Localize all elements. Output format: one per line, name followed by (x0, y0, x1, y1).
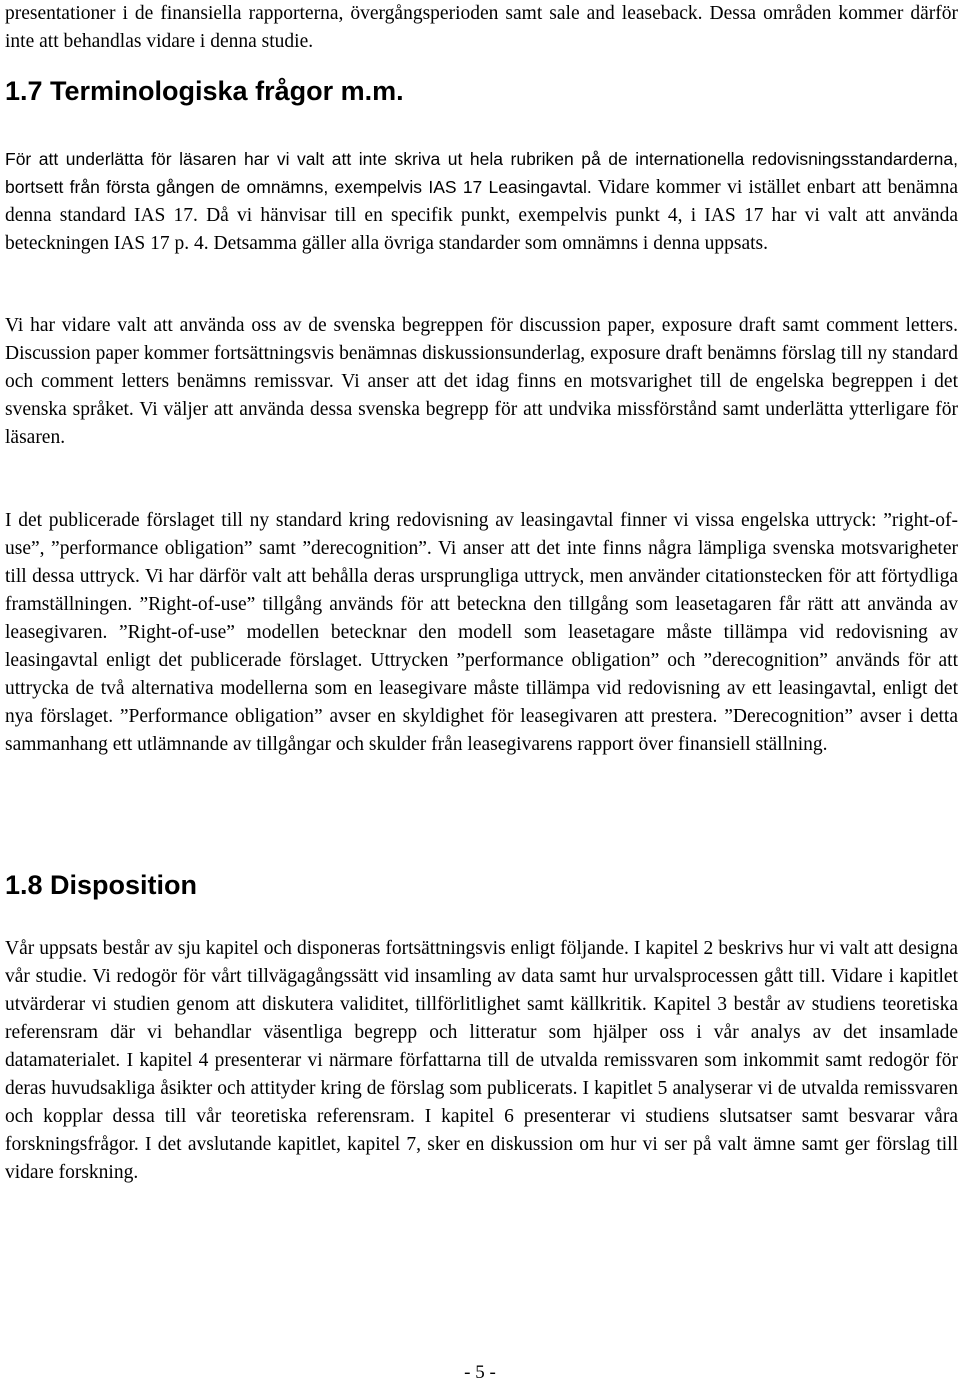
section-heading-1-7: 1.7 Terminologiska frågor m.m. (5, 76, 404, 106)
intro-paragraph: presentationer i de finansiella rapporterna, övergångsperioden samt sale and leaseback. Dessa områden kommer därför inte att behandlas vidare i denna studie. (5, 3, 958, 52)
page-number: - 5 - (464, 1362, 496, 1383)
section-heading-1-8: 1.8 Disposition (5, 870, 198, 900)
terminology-paragraph-1-serif-part: Vidare kommer vi istället enbart att benämna denna standard IAS 17. Då vi hänvisar till en specifik punkt, exempelvis punkt 4, i IAS 17 har vi valt att använda beteckningen IAS 17 p. 4. Detsamma gäller alla övriga standarder som omnämns i denna uppsats. (5, 177, 959, 254)
terminology-paragraph-1 (5, 145, 958, 258)
terminology-paragraph-3: I det publicerade förslaget till ny standard kring redovisning av leasingavtal finner vi vissa engelska uttryck: ”right-of-use”, ”performance obligation” samt ”derecognition”. Vi anser att det inte finns några lämpliga svenska motsvarigheter till dessa uttryck. Vi har därför valt att behålla deras ursprungliga uttryck, men använder citationstecken för att förtydliga framställningen. ”Right-of-use” tillgång används för att beteckna den tillgång som leasetagaren får rätt att använda av leasegivaren. ”Right-of-use” modellen betecknar den modell som leasetagare måste tillämpa vid redovisning av leasingavtal enligt det publicerade förslaget. Uttrycken ”performance obligation” och ”derecognition” används för att uttrycka de två alternativa modellerna som en leasegivare måste tillämpa vid redovisning av ett leasingavtal, enligt det nya förslaget. ”Performance obligation” avser en skyldighet för leasegivaren att prestera. ”Derecognition” avser i detta sammanhang ett utlämnande av tillgångar och skulder från leasegivarens rapport över finansiell ställning. (5, 510, 958, 755)
terminology-paragraph-2: Vi har vidare valt att använda oss av de svenska begreppen för discussion paper, exposure draft samt comment letters. Discussion paper kommer fortsättningsvis benämnas diskussionsunderlag, exposure draft benämns förslag till ny standard och comment letters benämns remissvar. Vi anser att det idag finns en motsvarighet till de engelska begreppen i det svenska språket. Vi väljer att använda dessa svenska begrepp för att undvika missförstånd samt underlätta ytterligare för läsaren. (5, 315, 958, 448)
terminology-paragraph-1-sans-part: För att underlätta för läsaren har vi valt att inte skriva ut hela rubriken på de internationella redovisningsstandarderna, bortsett från första gången de omnämns, exempelvis IAS 17 Leasingavtal. (5, 149, 958, 197)
disposition-paragraph: Vår uppsats består av sju kapitel och disponeras fortsättningsvis enligt följande. I kapitel 2 beskrivs hur vi valt att designa vår studie. Vi redogör för vårt tillvägagångssätt vid insamling av data samt hur urvalsprocessen gått till. Vidare i kapitlet utvärderar vi studien genom att diskutera validitet, tillförlitlighet samt källkritik. Kapitel 3 består av studiens teoretiska referensram där vi behandlar väsentliga begrepp och litteratur som hjälper oss i vår analys av det insamlade datamaterialet. I kapitel 4 presenterar vi närmare författarna till de utvalda remissvaren som inkommit samt redogör för deras huvudsakliga åsikter och attityder kring de förslag som publicerats. I kapitlet 5 analyserar vi de utvalda remissvaren och kopplar dessa till vår teoretiska referensram. I kapitel 6 presenterar vi studiens slutsatser samt besvarar våra forskningsfrågor. I det avslutande kapitlet, kapitel 7, sker en diskussion om hur vi ser på valt ämne samt ger förslag till vidare forskning. (5, 938, 958, 1183)
